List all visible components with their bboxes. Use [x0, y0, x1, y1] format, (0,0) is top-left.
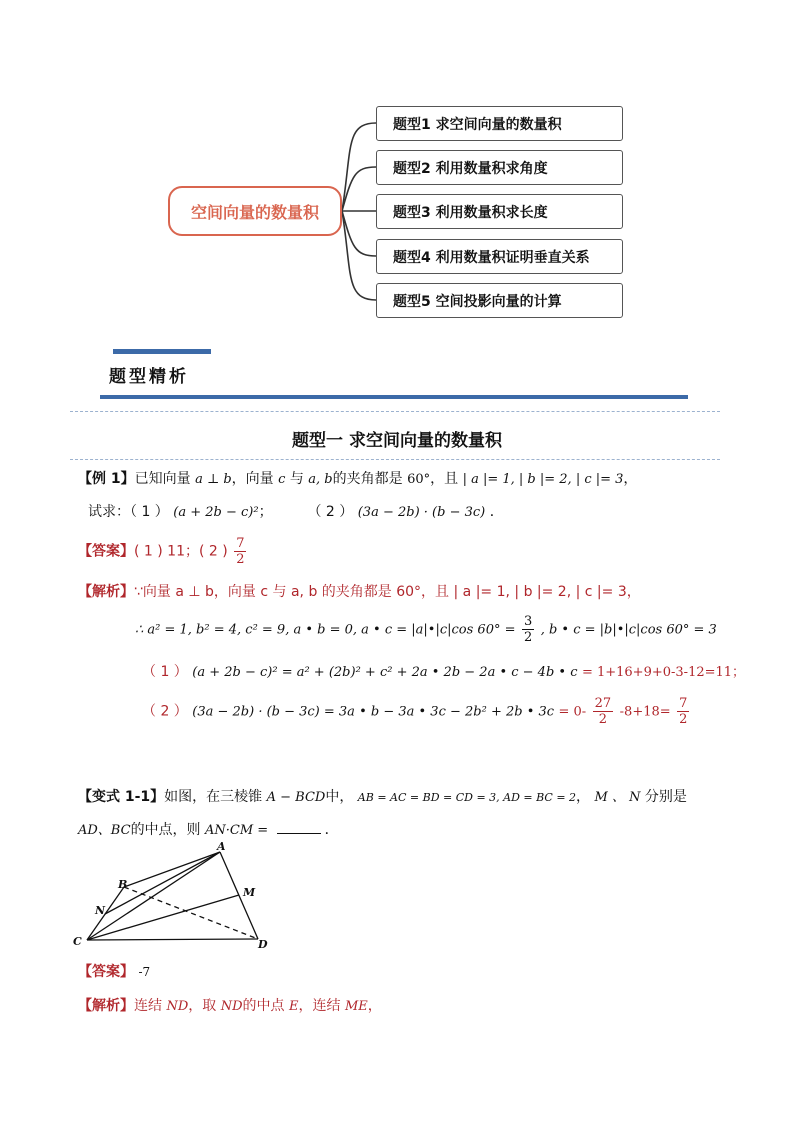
variant-text: ， [576, 789, 591, 805]
math-dot-product: AN·CM = [205, 823, 269, 838]
label-a: A [217, 840, 226, 853]
mindmap-topic-3: 题型3 利用数量积求长度 [376, 194, 623, 229]
example1-analysis-line3 [142, 661, 745, 681]
result-text: = 0- [558, 704, 587, 720]
math-points-mn: M 、 N [594, 790, 641, 805]
mindmap-topic-4: 题型4 利用数量积证明垂直关系 [376, 239, 623, 274]
mindmap-topic-1: 题型1 求空间向量的数量积 [376, 106, 623, 141]
math-segment-me: ME [344, 999, 368, 1014]
part1-label: （ 1 ） [142, 664, 188, 680]
variant-statement [78, 786, 687, 806]
fraction [522, 614, 534, 645]
edge-ba [124, 852, 220, 887]
math-norms: | a |= 1, | b |= 2, | c |= 3 [462, 472, 624, 487]
ask-label: 试求： [88, 504, 130, 520]
fraction-denominator: 2 [236, 552, 245, 567]
label-m: M [243, 886, 256, 899]
part2-label: （ 2 ） [307, 504, 354, 520]
math-segment-nd: ND [166, 999, 189, 1014]
math-vars-ab: a, b [308, 472, 333, 487]
fraction-denominator: 2 [523, 630, 533, 645]
answer-fraction [234, 536, 246, 567]
dashed-rule-top [70, 411, 720, 412]
variant-label: 【变式 1-1】 [78, 789, 165, 805]
segment-cm [87, 895, 239, 940]
edge-cd [87, 939, 258, 940]
math-segments: AD、BC [78, 823, 131, 838]
variant-analysis [78, 995, 382, 1015]
math-point-e: E [288, 999, 299, 1014]
fraction-numerator: 3 [523, 614, 533, 629]
fraction-numerator: 27 [594, 696, 612, 711]
analysis-text: ∵向量 a ⊥ b，向量 c 与 a, b 的夹角都是 60°，且 | a |= 1, | b |= 2, | c |= 3， [134, 584, 641, 600]
math-segment-nd: ND [220, 999, 243, 1014]
mindmap-center-node: 空间向量的数量积 [168, 186, 342, 236]
math-expression: (a + 2b − c)² = a² + (2b)² + c² + 2a • 2b − 2a • c − 4b • c [192, 665, 578, 680]
example1-text: 已知向量 [134, 471, 191, 487]
fraction-denominator: 2 [598, 712, 608, 727]
example1-label: 【例 1】 [78, 471, 135, 487]
variant-text: 中， [325, 789, 354, 805]
example1-analysis-line2 [135, 614, 717, 645]
label-c: C [73, 935, 82, 948]
math-perp: a ⊥ b [195, 472, 232, 487]
result-text: -8+18= [619, 704, 671, 720]
analysis-text: ，取 [188, 998, 217, 1014]
dashed-rule-bottom [70, 459, 720, 460]
example1-text: 的夹角都是 [332, 471, 403, 487]
section-heading-accent [113, 349, 211, 354]
variant-text: 分别是 [644, 789, 687, 805]
variant-text: 如图，在三棱锥 [164, 789, 263, 805]
part1-label: （ 1 ） [130, 504, 169, 520]
variant-answer [78, 961, 150, 981]
part2-expression: (3a − 2b) · (b − 3c) [357, 505, 486, 520]
math-expression: ∴ a² = 1, b² = 4, c² = 9, a • b = 0, a • c = |a|•|c|cos 60° = [135, 622, 516, 638]
fraction-numerator: 7 [679, 696, 688, 711]
mindmap-topic-5: 题型5 空间投影向量的计算 [376, 283, 623, 318]
analysis-label: 【解析】 [78, 998, 134, 1014]
separator: ； [258, 504, 273, 520]
math-expression: , b • c = |b|•|c|cos 60° = 3 [540, 622, 717, 638]
math-tetrahedron: A − BCD [266, 790, 326, 805]
analysis-text: ， [367, 998, 382, 1014]
analysis-text: 的中点 [242, 998, 285, 1014]
variant-statement-cont [78, 819, 339, 839]
example1-text: ， [623, 471, 638, 487]
section-divider [100, 395, 688, 399]
answer-label: 【答案】 [78, 543, 134, 560]
example1-answer [78, 536, 248, 567]
example1-text: 与 [289, 471, 304, 487]
label-n: N [95, 904, 106, 917]
label-d: D [258, 938, 268, 951]
math-angle: 60° [407, 472, 431, 487]
variant-text: 的中点，则 [130, 822, 201, 838]
example1-question [88, 501, 504, 521]
fraction-numerator: 7 [236, 536, 245, 551]
example1-analysis-line4 [142, 696, 691, 727]
mindmap-topic-2: 题型2 利用数量积求角度 [376, 150, 623, 185]
example1-text: ，向量 [231, 471, 274, 487]
answer-label: 【答案】 [78, 964, 134, 980]
result-text: = 1+16+9+0-3-12=11； [581, 665, 746, 680]
label-b: B [118, 878, 128, 891]
example1-analysis [78, 581, 641, 601]
part2-label: （ 2 ） [142, 703, 188, 720]
end-mark: ． [489, 504, 504, 520]
fraction-denominator: 2 [679, 712, 688, 727]
answer-value: -7 [138, 965, 151, 979]
topic-title: 题型一 求空间向量的数量积 [292, 431, 502, 451]
end-mark: ． [324, 822, 339, 838]
example1-text: ，且 [430, 471, 459, 487]
answer-blank [277, 833, 321, 834]
answer-text: ( 1 ) 11；( 2 ) [134, 543, 228, 560]
section-heading: 题型精析 [109, 367, 189, 387]
analysis-text: ，连结 [298, 998, 341, 1014]
tetrahedron-figure [70, 840, 280, 955]
part1-expression: (a + 2b − c)² [173, 505, 259, 520]
math-expression: (3a − 2b) · (b − 3c) = 3a • b − 3a • 3c − 2b² + 2b • 3c [192, 704, 555, 720]
analysis-text: 连结 [134, 998, 162, 1014]
fraction [593, 696, 614, 727]
edge-ca [87, 852, 220, 940]
math-condition: AB = AC = BD = CD = 3, AD = BC = 2 [357, 791, 577, 804]
analysis-label: 【解析】 [78, 584, 134, 600]
fraction [677, 696, 689, 727]
math-var-c: c [278, 472, 286, 487]
example1-statement [78, 468, 637, 488]
